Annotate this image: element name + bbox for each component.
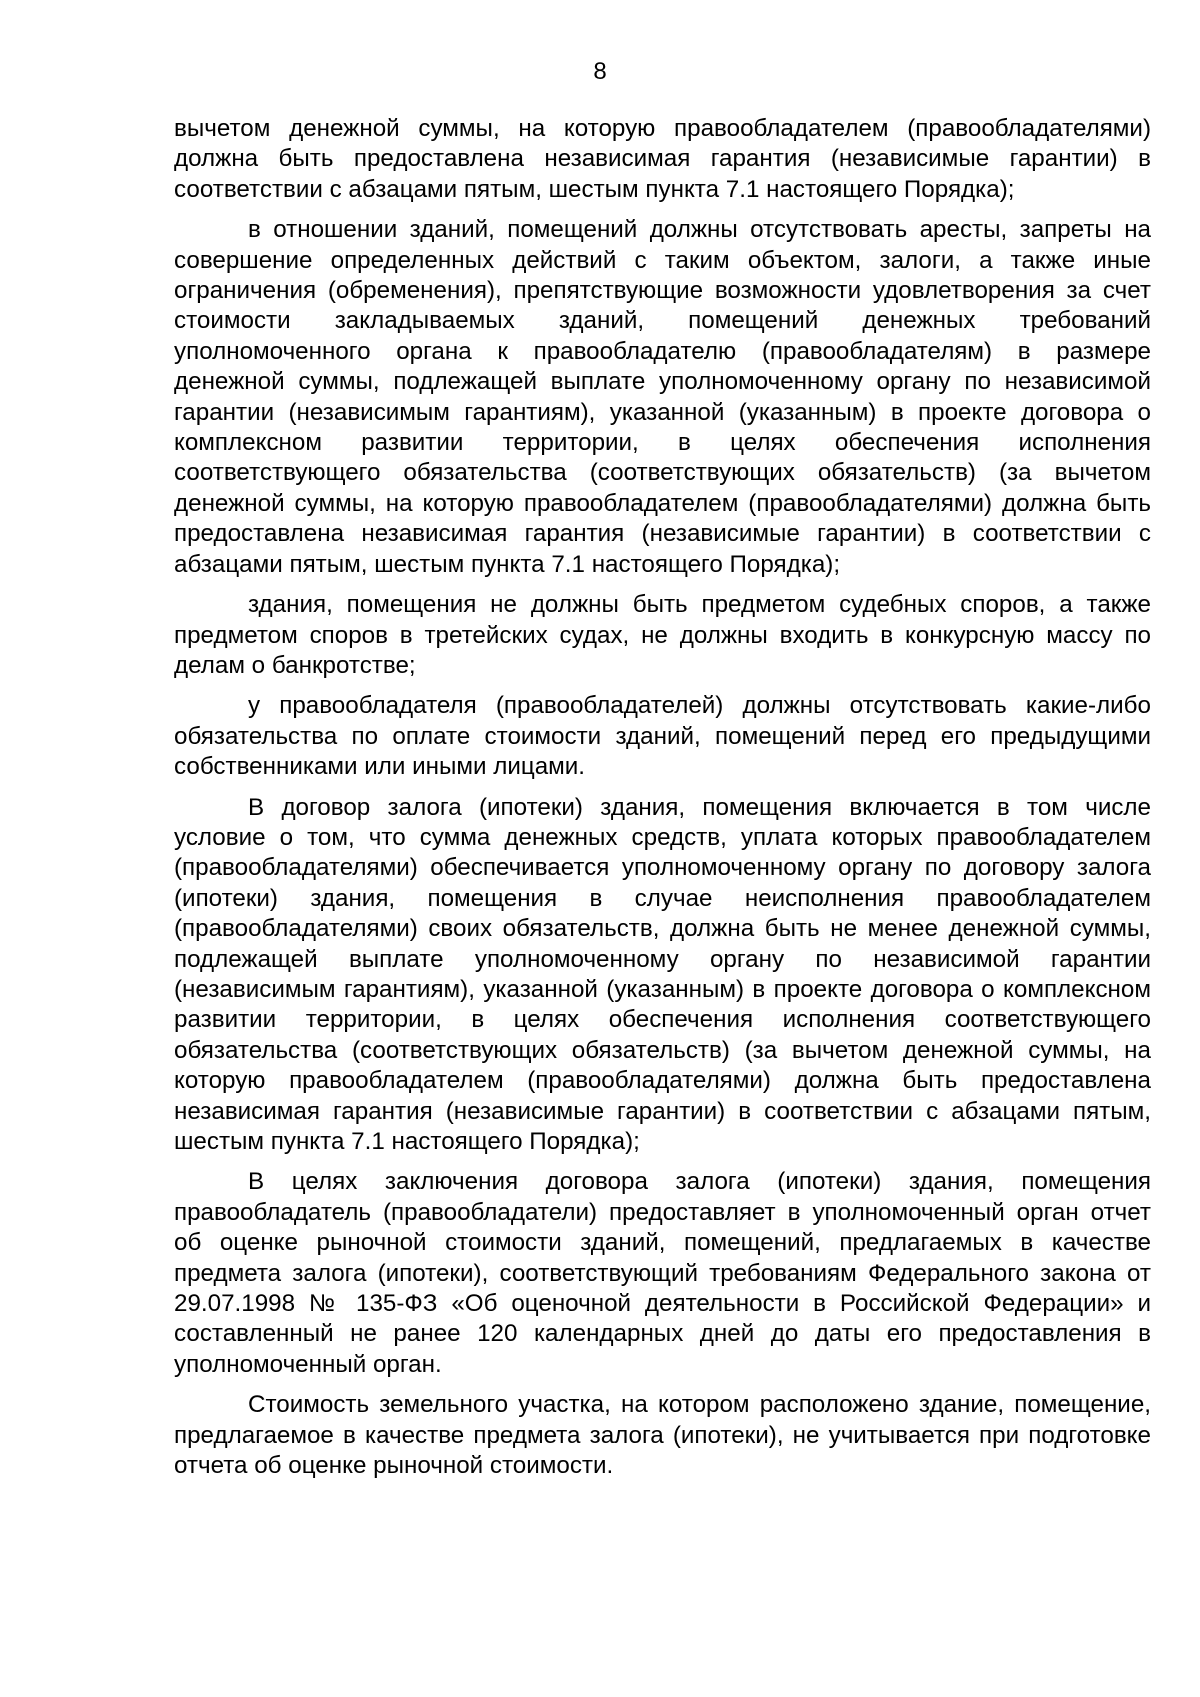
paragraph-3: здания, помещения не должны быть предметом судебных споров, а также предметом споров в третейских судах, не должны входить в конкурсную массу по делам о банкротстве; [174,591,1151,679]
document-body [174,114,1151,1491]
page-number: 8 [593,58,607,85]
paragraph-7: Стоимость земельного участка, на котором расположено здание, помещение, предлагаемое в качестве предмета залога (ипотеки), не учитывается при подготовке отчета об оценке рыночной стоимости. [174,1391,1151,1480]
paragraph-2: в отношении зданий, помещений должны отсутствовать аресты, запреты на совершение определенных действий с таким объектом, залоги, а также иные ограничения (обременения), препятствующие возможности удовлетворения за счет стоимости закладываемых зданий, помещений денежных требований уполномоченного органа к правообладателю (правообладателям) в размере денежной суммы, подлежащей выплате уполномоченному органу по независимой гарантии (независимым гарантиям), указанной (указанным) в проекте договора о комплексном развитии территории, в целях обеспечения исполнения соответствующего обязательства (соответствующих обязательств) (за вычетом денежной суммы, на которую правообладателем (правообладателями) должна быть предоставлена независимая гарантия (независимые гарантии) в соответствии с абзацами пятым, шестым пункта 7.1 настоящего Порядка); [174,216,1151,578]
paragraph-6: В целях заключения договора залога (ипотеки) здания, помещения правообладатель (правообладатели) предоставляет в уполномоченный орган отчет об оценке рыночной стоимости зданий, помещений, предлагаемых в качестве предмета залога (ипотеки), соответствующий требованиям Федерального закона от 29.07.1998 № 135-ФЗ «Об оценочной деятельности в Российской Федерации» и составленный не ранее 120 календарных дней до даты его предоставления в уполномоченный орган. [174,1168,1151,1378]
paragraph-1: вычетом денежной суммы, на которую правообладателем (правообладателями) должна быть предоставлена независимая гарантия (независимые гарантии) в соответствии с абзацами пятым, шестым пункта 7.1 настоящего Порядка); [174,115,1151,203]
paragraph-5: В договор залога (ипотеки) здания, помещения включается в том числе условие о том, что сумма денежных средств, уплата которых правообладателем (правообладателями) обеспечивается уполномоченному органу по договору залога (ипотеки) здания, помещения в случае неисполнения правообладателем (правообладателями) своих обязательств, должна быть не менее денежной суммы, подлежащей выплате уполномоченному органу по независимой гарантии (независимым гарантиям), указанной (указанным) в проекте договора о комплексном развитии территории, в целях обеспечения исполнения соответствующего обязательства (соответствующих обязательств) (за вычетом денежной суммы, на которую правообладателем (правообладателями) должна быть предоставлена независимая гарантия (независимые гарантии) в соответствии с абзацами пятым, шестым пункта 7.1 настоящего Порядка); [174,793,1151,1155]
paragraph-4: у правообладателя (правообладателей) должны отсутствовать какие-либо обязательства по оплате стоимости зданий, помещений перед его предыдущими собственниками или иными лицами. [174,692,1151,781]
